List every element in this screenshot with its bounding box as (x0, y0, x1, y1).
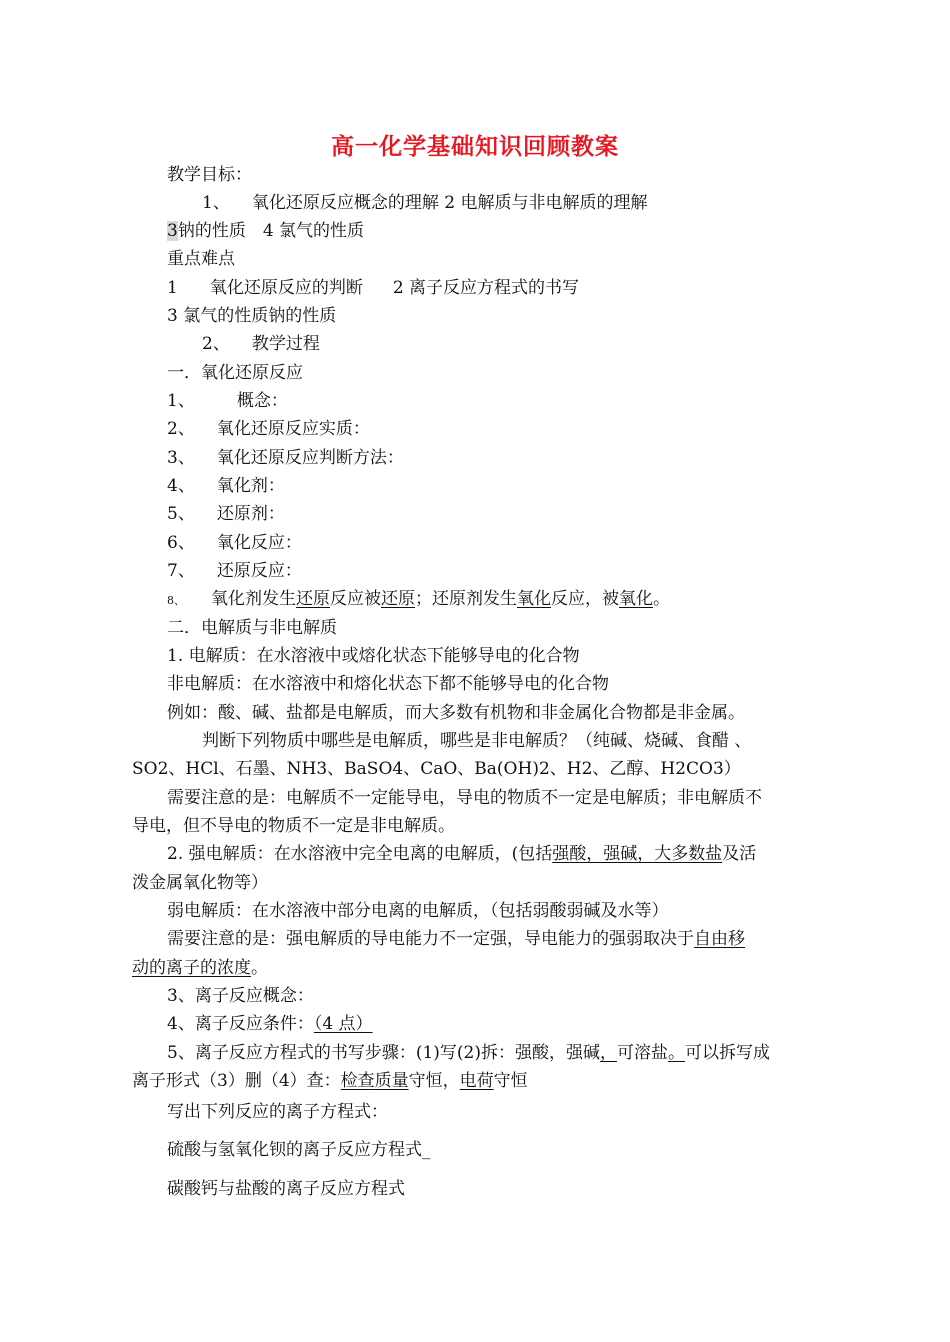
steps-underline-check: 检查 (340, 1071, 375, 1091)
strong-electrolyte-text: 及活 (722, 844, 757, 864)
item-6-number: 6、 (167, 533, 195, 553)
difficulty-2-text: 2 离子反应方程式的书写 (392, 278, 580, 298)
item-8-underline-oxidation: 氧化 (517, 589, 551, 609)
goal-1-number: 1、 (202, 193, 230, 213)
item-1-text: 概念： (236, 391, 288, 411)
strong-electrolyte-underline: 强酸，强碱，大多数盐 (552, 844, 723, 864)
item-6 (167, 531, 302, 555)
steps-text: 可以拆写成 (684, 1043, 770, 1063)
steps-text: 可溶盐 (616, 1043, 668, 1063)
ionic-conditions-text: 4、离子反应条件： (167, 1014, 314, 1034)
steps-text: 守恒 (493, 1071, 528, 1091)
nonelectrolyte-definition: 非电解质：在水溶液中和熔化状态下都不能够导电的化合物 (167, 674, 609, 694)
question-2: 碳酸钙与盐酸的离子反应方程式 (167, 1179, 405, 1199)
ionic-reaction-concept: 3、离子反应概念： (167, 986, 314, 1006)
item-7-number: 7、 (167, 561, 195, 581)
goal-3 (167, 219, 364, 243)
note-2-line-2 (132, 956, 268, 980)
note-2-text: 需要注意的是：强电解质的导电能力不一定强，导电能力的强弱取决于 (167, 929, 694, 949)
item-8-text: 氧化剂发生 (211, 589, 296, 609)
judge-question-line-1: 判断下列物质中哪些是电解质，哪些是非电解质？（纯碱、烧碱、食醋 、 (202, 731, 752, 751)
goals-heading: 教学目标： (167, 165, 252, 185)
item-5-number: 5、 (167, 504, 195, 524)
item-7 (167, 559, 302, 583)
steps-underline-charge: 电荷 (459, 1071, 494, 1091)
goal-3-number: 3 (167, 221, 178, 241)
document-title: 高一化学基础知识回顾教案 (331, 134, 619, 160)
process-heading (202, 332, 320, 356)
process-number: 2、 (202, 334, 230, 354)
difficulty-line-2: 3 氯气的性质钠的性质 (167, 306, 337, 326)
item-3-number: 3、 (167, 448, 195, 468)
note-1-line-2: 导电，但不导电的物质不一定是非电解质。 (132, 816, 455, 836)
item-5-text: 还原剂： (216, 504, 285, 524)
steps-underline: 。 (667, 1043, 685, 1063)
item-8-number: 8、 (167, 594, 185, 607)
ionic-conditions-underline: （4 点） (313, 1014, 373, 1034)
goal-3-text: 钠的性质 4 氯气的性质 (177, 221, 365, 241)
question-1: 硫酸与氢氧化钡的离子反应方程式_ (167, 1140, 431, 1160)
section-2-heading: 二．电解质与非电解质 (167, 618, 337, 638)
steps-text: 离子形式（3）删（4）查： (132, 1071, 341, 1091)
process-text: 教学过程 (251, 334, 320, 354)
section-1-heading: 一．氧化还原反应 (167, 363, 303, 383)
item-3 (167, 446, 404, 470)
item-4-number: 4、 (167, 476, 195, 496)
difficulty-1-number: 1 (167, 278, 178, 298)
item-1 (167, 389, 288, 413)
item-8 (167, 587, 670, 613)
item-4 (167, 474, 285, 498)
steps-line-1 (167, 1041, 770, 1065)
item-6-text: 氧化反应： (216, 533, 302, 553)
item-8-text: 反应，被 (551, 589, 619, 609)
write-equations-heading: 写出下列反应的离子方程式： (167, 1102, 388, 1122)
goal-1-text: 氧化还原反应概念的理解 2 电解质与非电解质的理解 (251, 193, 648, 213)
difficulty-heading: 重点难点 (167, 249, 235, 269)
item-2-text: 氧化还原反应实质： (216, 419, 370, 439)
steps-line-2 (132, 1069, 528, 1093)
item-8-underline-oxidized: 氧化 (619, 589, 653, 609)
example-line: 例如：酸、碱、盐都是电解质，而大多数有机物和非金属化合物都是非金属。 (167, 703, 745, 723)
item-1-number: 1、 (167, 391, 195, 411)
item-3-text: 氧化还原反应判断方法： (216, 448, 404, 468)
note-2-underline: 自由移 (694, 929, 745, 949)
item-2-number: 2、 (167, 419, 195, 439)
strong-electrolyte-line-1 (167, 842, 756, 866)
strong-electrolyte-line-2: 泼金属氧化物等） (132, 873, 268, 893)
item-7-text: 还原反应： (216, 561, 302, 581)
note-2-text: 。 (251, 958, 268, 978)
item-2 (167, 417, 370, 441)
steps-text: 守恒， (408, 1071, 460, 1091)
judge-question-line-2: SO2、HCl、石墨、NH3、BaSO4、CaO、Ba(OH)2、H2、乙醇、H2CO3） (132, 759, 741, 779)
steps-underline-mass: 质量 (374, 1071, 409, 1091)
weak-electrolyte-definition: 弱电解质：在水溶液中部分电离的电解质，（包括弱酸弱碱及水等） (167, 901, 669, 921)
item-8-text: 。 (653, 589, 670, 609)
steps-text: 5、离子反应方程式的书写步骤：(1)写(2)拆：强酸，强碱 (167, 1043, 600, 1063)
item-8-underline-reduction: 还原 (296, 589, 330, 609)
electrolyte-definition: 1. 电解质：在水溶液中或熔化状态下能够导电的化合物 (167, 646, 580, 666)
ionic-reaction-conditions (167, 1012, 373, 1036)
item-5 (167, 502, 285, 526)
steps-underline: ， (599, 1043, 617, 1063)
difficulty-line-1 (167, 276, 579, 300)
item-8-text: 反应被 (330, 589, 381, 609)
item-4-text: 氧化剂： (216, 476, 285, 496)
item-8-text: ；还原剂发生 (415, 589, 517, 609)
strong-electrolyte-text: 2. 强电解质：在水溶液中完全电离的电解质，(包括 (167, 844, 553, 864)
note-1-line-1: 需要注意的是：电解质不一定能导电，导电的物质不一定是电解质；非电解质不 (167, 788, 762, 808)
note-2-line-1 (167, 927, 745, 951)
note-2-underline: 动的离子的浓度 (132, 958, 251, 978)
item-8-underline-reduced: 还原 (381, 589, 415, 609)
difficulty-1-text: 氧化还原反应的判断 (209, 278, 363, 298)
goal-1 (202, 191, 647, 215)
